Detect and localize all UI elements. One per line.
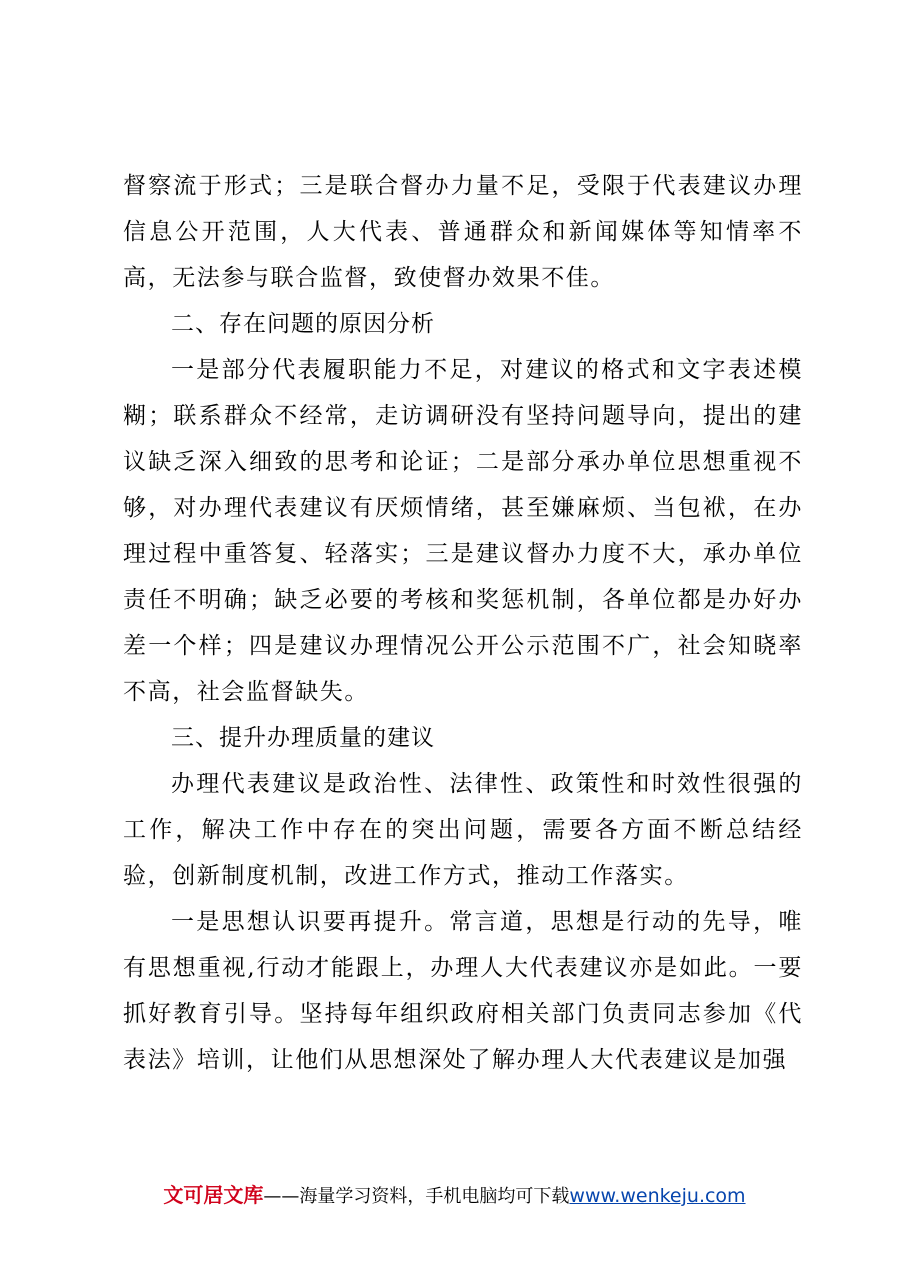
footer-slogan: ——海量学习资料，手机电脑均可下载 (263, 1186, 570, 1207)
section-heading-causes: 二、存在问题的原因分析 (171, 311, 435, 337)
footer-link[interactable]: www.wenkeju.com (569, 1185, 746, 1207)
paragraph-suggestion-one: 一是思想认识要再提升。常言道，思想是行动的先导，唯有思想重视,行动才能跟上，办理人大代表建议亦是如此。一要抓好教育引导。坚持每年组织政府相关部门负责同志参加《代表法》培训，让他们从思想深处了解办理人大代表建议是加强 (123, 909, 803, 1073)
footer-brand: 文可居文库 (163, 1183, 264, 1207)
footer-banner (0, 1180, 909, 1212)
paragraph-causes: 一是部分代表履职能力不足，对建议的格式和文字表述模糊；联系群众不经常，走访调研没有坚持问题导向，提出的建议缺乏深入细致的思考和论证；二是部分承办单位思想重视不够，对办理代表建议有厌烦情绪，甚至嫌麻烦、当包袱，在办理过程中重答复、轻落实；三是建议督办力度不大，承办单位责任不明确；缺乏必要的考核和奖惩机制，各单位都是办好办差一个样；四是建议办理情况公开公示范围不广，社会知晓率不高，社会监督缺失。 (123, 357, 803, 705)
paragraph-suggestions-intro: 办理代表建议是政治性、法律性、政策性和时效性很强的工作，解决工作中存在的突出问题，需要各方面不断总结经验，创新制度机制，改进工作方式，推动工作落实。 (123, 771, 803, 889)
document-body (123, 163, 803, 1083)
section-heading-suggestions: 三、提升办理质量的建议 (171, 725, 435, 751)
paragraph-continuation: 督察流于形式；三是联合督办力量不足，受限于代表建议办理信息公开范围，人大代表、普通群众和新闻媒体等知情率不高，无法参与联合监督，致使督办效果不佳。 (123, 173, 803, 291)
